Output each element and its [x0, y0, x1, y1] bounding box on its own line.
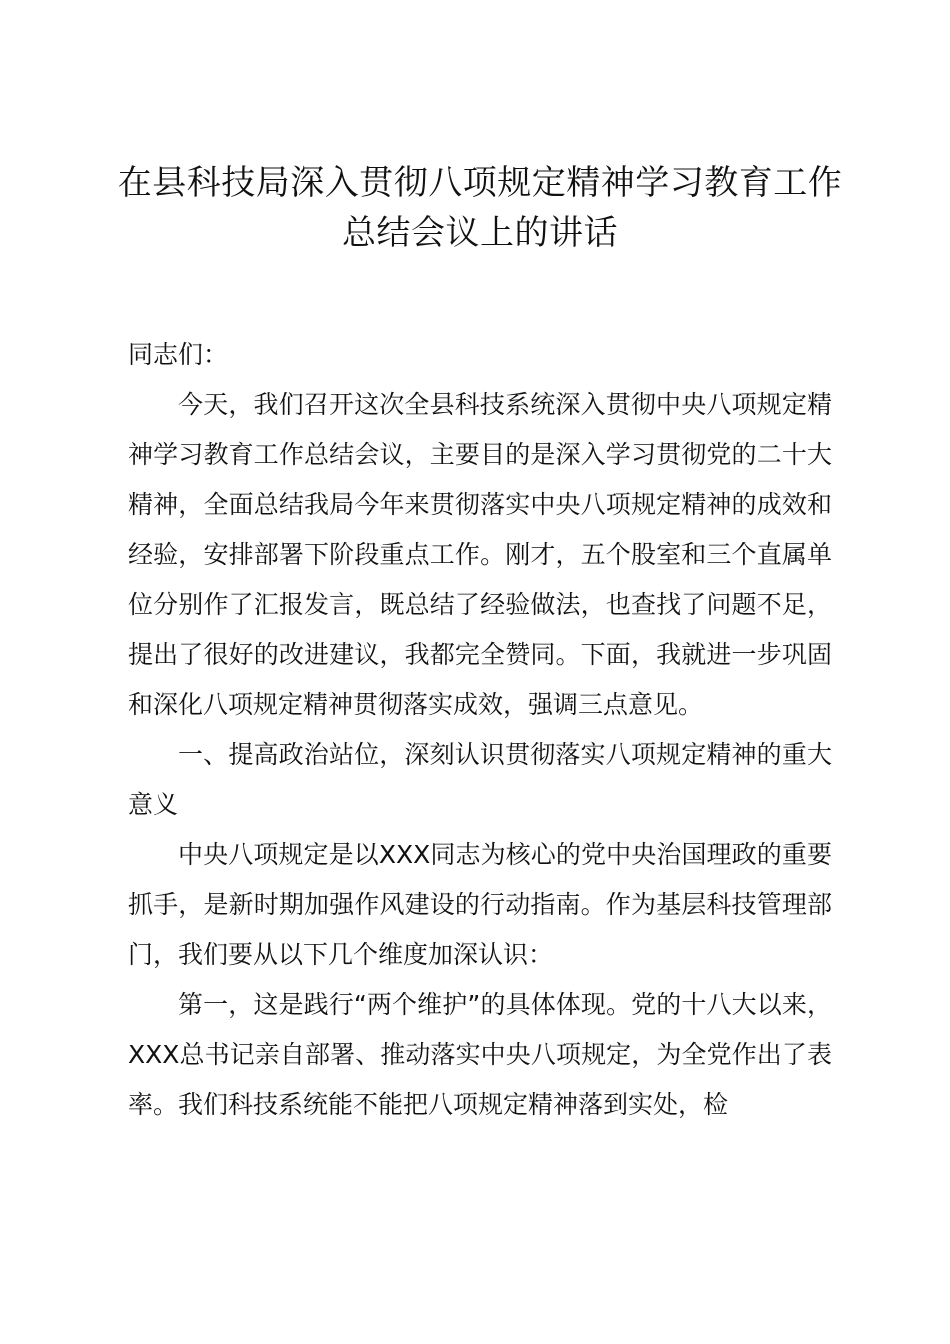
- document-body: [128, 330, 832, 1130]
- paragraph-intro: 今天，我们召开这次全县科技系统深入贯彻中央八项规定精神学习教育工作总结会议，主要目的是深入学习贯彻党的二十大精神，全面总结我局今年来贯彻落实中央八项规定精神的成效和经验，安排部署下阶段重点工作。刚才，五个股室和三个直属单位分别作了汇报发言，既总结了经验做法，也查找了问题不足，提出了很好的改进建议，我都完全赞同。下面，我就进一步巩固和深化八项规定精神贯彻落实成效，强调三点意见。: [128, 390, 832, 719]
- section-heading-1: 一、提高政治站位，深刻认识贯彻落实八项规定精神的重大意义: [128, 740, 832, 819]
- salutation: 同志们：: [128, 340, 229, 369]
- paragraph-point-1: 第一，这是践行“两个维护”的具体体现。党的十八大以来，XXX总书记亲自部署、推动落实中央八项规定，为全党作出了表率。我们科技系统能不能把八项规定精神落到实处，检: [128, 990, 832, 1119]
- document-title: 在县科技局深入贯彻八项规定精神学习教育工作总结会议上的讲话: [117, 163, 843, 253]
- paragraph-section-1: 中央八项规定是以XXX同志为核心的党中央治国理政的重要抓手，是新时期加强作风建设的行动指南。作为基层科技管理部门，我们要从以下几个维度加深认识：: [128, 840, 832, 969]
